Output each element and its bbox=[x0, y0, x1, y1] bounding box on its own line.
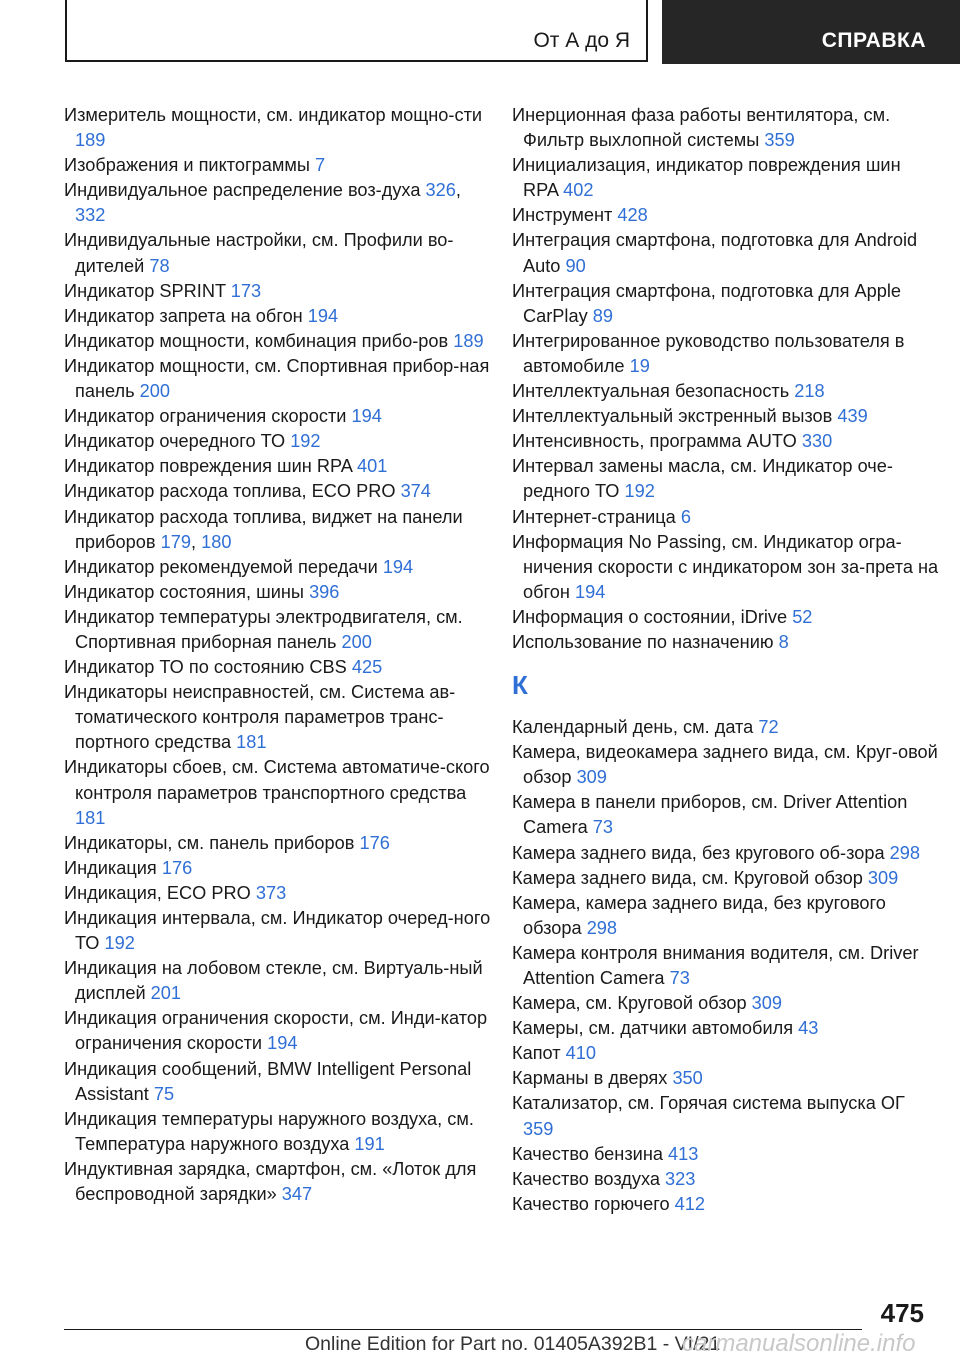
index-entry-text: Индикатор запрета на обгон bbox=[64, 305, 303, 326]
index-entry bbox=[512, 740, 940, 790]
index-entry bbox=[64, 881, 492, 906]
page-reference-link[interactable]: 43 bbox=[798, 1018, 819, 1039]
index-entry-text: Индикация bbox=[64, 857, 157, 878]
index-entry-text: Изображения и пиктограммы bbox=[64, 155, 310, 176]
index-entry bbox=[512, 991, 940, 1016]
page-reference-link[interactable]: 189 bbox=[75, 130, 106, 151]
index-entry-text: Индивидуальные настройки, см. Профили во-дителей bbox=[64, 230, 454, 276]
index-entry bbox=[64, 680, 492, 755]
index-entry bbox=[512, 228, 940, 278]
edition-text: Online Edition for Part no. 01405A392B1 - VI/21 bbox=[305, 1333, 721, 1355]
index-entry-text: Качество бензина bbox=[512, 1143, 663, 1164]
tab-reference[interactable] bbox=[662, 0, 960, 64]
page-reference-link[interactable]: 52 bbox=[792, 606, 813, 627]
page-reference-link[interactable]: 176 bbox=[359, 832, 390, 853]
index-entry bbox=[64, 153, 492, 178]
page-reference-link[interactable]: 410 bbox=[565, 1043, 597, 1064]
index-entry bbox=[64, 906, 492, 956]
index-entry-text: Камера, камера заднего вида, без кругового обзора bbox=[512, 892, 886, 938]
index-entry-text: Камера, см. Круговой обзор bbox=[512, 993, 747, 1014]
index-entry-text: Индикатор рекомендуемой передачи bbox=[64, 556, 378, 577]
page-reference-link[interactable]: 347 bbox=[281, 1184, 313, 1205]
index-entry-text: Капот bbox=[512, 1043, 561, 1064]
index-entry-text: Интегрированное руководство пользователя в автомобиле bbox=[512, 330, 905, 376]
watermark: carmanualsonline.info bbox=[682, 1330, 916, 1357]
index-entry-text: Индикация, ECO PRO bbox=[64, 882, 251, 903]
page-reference-link[interactable]: 192 bbox=[104, 933, 135, 954]
index-entry bbox=[512, 1167, 940, 1192]
index-entry-text: Инерционная фаза работы вентилятора, см. Фильтр выхлопной системы bbox=[512, 105, 891, 151]
index-entry bbox=[64, 279, 492, 304]
index-entry-text: Интернет-страница bbox=[512, 506, 676, 527]
page-reference-link[interactable]: 78 bbox=[149, 255, 170, 276]
index-entry bbox=[64, 103, 492, 153]
tab-a-to-z-label: От А до Я bbox=[533, 29, 630, 52]
index-entry-text: Качество горючего bbox=[512, 1193, 670, 1214]
index-entry bbox=[512, 505, 940, 530]
page-reference-link[interactable]: 180 bbox=[201, 531, 232, 552]
index-entry-text: Камера контроля внимания водителя, см. Driver Attention Camera bbox=[512, 942, 919, 988]
tab-reference-label: СПРАВКА bbox=[821, 29, 926, 52]
page-reference-link[interactable]: 194 bbox=[382, 556, 414, 577]
index-entry bbox=[64, 429, 492, 454]
index-entry-text: Карманы в дверях bbox=[512, 1068, 668, 1089]
index-entry bbox=[64, 479, 492, 504]
index-entry-text: Интеллектуальная безопасность bbox=[512, 381, 790, 402]
index-entry bbox=[512, 1192, 940, 1217]
index-entry bbox=[64, 655, 492, 680]
index-column-right bbox=[512, 103, 940, 1217]
index-entry-text: Индикатор очередного ТО bbox=[64, 431, 286, 452]
index-entry bbox=[64, 228, 492, 278]
page-reference-link[interactable]: 330 bbox=[801, 431, 833, 452]
index-entry-text: Интервал замены масла, см. Индикатор оче-редного ТО bbox=[512, 456, 893, 502]
section-letter: К bbox=[512, 670, 528, 701]
index-entry bbox=[64, 1006, 492, 1056]
page-reference-link[interactable]: 309 bbox=[867, 867, 899, 888]
index-entry bbox=[512, 429, 940, 454]
index-entry-text: Индикатор ТО по состоянию CBS bbox=[64, 657, 347, 678]
index-entry-text: Индикатор расхода топлива, ECO PRO bbox=[64, 481, 396, 502]
page-reference-link[interactable]: 332 bbox=[75, 205, 106, 226]
page-reference-link[interactable]: 350 bbox=[672, 1068, 703, 1089]
index-entry-text: Индикаторы неисправностей, см. Система ав-томатического контроля параметров транс-портного средства bbox=[64, 682, 456, 753]
index-entry: Индивидуальное распределение воз-духа 326, 332 bbox=[64, 180, 461, 226]
index-entry-text: Индикация ограничения скорости, см. Инди-катор ограничения скорости bbox=[64, 1008, 488, 1054]
index-entry bbox=[64, 580, 492, 605]
page-reference-link[interactable]: 6 bbox=[680, 506, 691, 527]
page-reference-link[interactable]: 192 bbox=[290, 431, 321, 452]
index-entry bbox=[64, 329, 492, 354]
index-entry-text: Индикатор ограничения скорости bbox=[64, 406, 347, 427]
index-entry-text: Индикация сообщений, BMW Intelligent Personal Assistant bbox=[64, 1058, 472, 1104]
page-reference-link[interactable]: 309 bbox=[751, 993, 783, 1014]
index-entry-text: Камеры, см. датчики автомобиля bbox=[512, 1018, 794, 1039]
page-reference-link[interactable]: 191 bbox=[354, 1133, 385, 1154]
index-entry bbox=[512, 790, 940, 840]
index-entry-text: Интеграция смартфона, подготовка для Android Auto bbox=[512, 230, 918, 276]
page-reference-link[interactable]: 218 bbox=[794, 381, 825, 402]
index-entry bbox=[512, 454, 940, 504]
index-entry-text: Индикаторы, см. панель приборов bbox=[64, 832, 355, 853]
page-reference-link[interactable]: 200 bbox=[139, 381, 171, 402]
index-entry-text: Информация о состоянии, iDrive bbox=[512, 606, 788, 627]
index-entry-text: Индикация на лобовом стекле, см. Виртуаль-ный дисплей bbox=[64, 958, 483, 1004]
index-entry bbox=[512, 866, 940, 891]
index-entry bbox=[512, 841, 940, 866]
index-entry bbox=[512, 1142, 940, 1167]
page-reference-link[interactable]: 194 bbox=[307, 305, 339, 326]
page-reference-link[interactable]: 298 bbox=[889, 842, 920, 863]
index-entry-text: Использование по назначению bbox=[512, 631, 774, 652]
page-reference-link[interactable]: 439 bbox=[837, 406, 868, 427]
index-entry bbox=[64, 304, 492, 329]
index-entry bbox=[512, 891, 940, 941]
index-entry-text: Интеллектуальный экстренный вызов bbox=[512, 406, 833, 427]
index-entry bbox=[512, 103, 940, 153]
page-reference-link[interactable]: 7 bbox=[314, 155, 326, 176]
page-reference-link[interactable]: 412 bbox=[674, 1193, 706, 1214]
index-entry-text: Катализатор, см. Горячая система выпуска ОГ bbox=[512, 1093, 905, 1114]
index-entry bbox=[64, 404, 492, 429]
index-entry bbox=[512, 530, 940, 605]
page-reference-link[interactable]: 428 bbox=[617, 205, 648, 226]
page-reference-link[interactable]: 309 bbox=[576, 767, 607, 788]
index-entry-text: Интеграция смартфона, подготовка для Apple CarPlay bbox=[512, 280, 901, 326]
index-entry bbox=[64, 354, 492, 404]
page-reference-link[interactable]: 298 bbox=[586, 917, 618, 938]
page-reference-link[interactable]: 8 bbox=[778, 631, 789, 652]
page-reference-link[interactable]: 90 bbox=[565, 255, 586, 276]
header-tabs bbox=[65, 0, 960, 64]
page-reference-link[interactable]: 181 bbox=[236, 732, 267, 753]
index-entry-text: Индикатор SPRINT bbox=[64, 280, 226, 301]
page-reference-link[interactable]: 359 bbox=[523, 1118, 554, 1139]
page-reference-link[interactable]: 326 bbox=[425, 180, 456, 201]
index-entry-text: Индикатор температуры электродвигателя, см. Спортивная приборная панель bbox=[64, 606, 463, 652]
page-reference-link[interactable]: 201 bbox=[150, 983, 182, 1004]
page-reference-link[interactable]: 192 bbox=[624, 481, 655, 502]
index-entry bbox=[64, 555, 492, 580]
index-entry bbox=[512, 404, 940, 429]
index-entry-text: Интенсивность, программа AUTO bbox=[512, 431, 797, 452]
page-reference-link[interactable]: 373 bbox=[255, 882, 287, 903]
index-entry-text: Информация No Passing, см. Индикатор огра-ничения скорости с индикатором зон за-прета на обгон bbox=[512, 531, 939, 602]
index-entry-text: Индикатор мощности, см. Спортивная прибор-ная панель bbox=[64, 355, 490, 402]
tab-a-to-z[interactable] bbox=[65, 0, 648, 62]
index-entry-text: Качество воздуха bbox=[512, 1168, 660, 1189]
index-entry bbox=[512, 153, 940, 203]
index-column-left bbox=[64, 103, 492, 1207]
index-entry: Индикатор расхода топлива, виджет на панели приборов 179, 180 bbox=[64, 506, 463, 552]
page-reference-link[interactable]: 401 bbox=[356, 456, 388, 477]
page-reference-link[interactable]: 425 bbox=[351, 657, 383, 678]
page-reference-link[interactable]: 72 bbox=[758, 717, 779, 738]
index-entry-text: Индикатор состояния, шины bbox=[64, 581, 304, 602]
index-entry bbox=[512, 1066, 940, 1091]
index-entry bbox=[64, 605, 492, 655]
page-reference-link[interactable]: 173 bbox=[230, 280, 262, 301]
index-entry-text: Камера, видеокамера заднего вида, см. Круг-овой обзор bbox=[512, 742, 938, 788]
index-entry bbox=[512, 203, 940, 228]
index-entry bbox=[512, 630, 940, 655]
index-entry-text: Индикация температуры наружного воздуха, см. Температура наружного воздуха bbox=[64, 1108, 474, 1154]
page-reference-link[interactable]: 194 bbox=[267, 1033, 298, 1054]
page-reference-link[interactable]: 179 bbox=[160, 531, 191, 552]
index-entry-text: Календарный день, см. дата bbox=[512, 717, 754, 738]
page-reference-link[interactable]: 200 bbox=[341, 631, 372, 652]
index-entry-text: Камера заднего вида, см. Круговой обзор bbox=[512, 867, 863, 888]
index-entry-text: Индуктивная зарядка, смартфон, см. «Лоток для беспроводной зарядки» bbox=[64, 1158, 477, 1205]
index-entry bbox=[512, 941, 940, 991]
index-entry-text: Индикация интервала, см. Индикатор очеред-ного ТО bbox=[64, 908, 491, 954]
index-entry bbox=[512, 379, 940, 404]
page-reference-link[interactable]: 194 bbox=[351, 406, 382, 427]
index-entry-text: Индикатор расхода топлива, виджет на панели приборов bbox=[64, 506, 463, 552]
index-entry bbox=[64, 856, 492, 881]
page-reference-link[interactable]: 176 bbox=[161, 857, 193, 878]
page-reference-link[interactable]: 396 bbox=[309, 581, 340, 602]
index-entry-text: Инициализация, индикатор повреждения шин RPA bbox=[512, 155, 901, 201]
index-entry bbox=[64, 454, 492, 479]
page-reference-link[interactable]: 89 bbox=[592, 305, 613, 326]
index-entry-text: Инструмент bbox=[512, 205, 613, 226]
index-entry bbox=[512, 605, 940, 630]
index-entry bbox=[64, 755, 492, 830]
page-reference-link[interactable]: 189 bbox=[453, 330, 484, 351]
page-reference-link[interactable]: 19 bbox=[629, 355, 650, 376]
index-entry bbox=[512, 1016, 940, 1041]
page-reference-link[interactable]: 323 bbox=[665, 1168, 696, 1189]
index-entry-text: Индикаторы сбоев, см. Система автоматиче-ского контроля параметров транспортного средства bbox=[64, 757, 490, 803]
index-entry bbox=[512, 1091, 940, 1141]
index-entry bbox=[64, 1157, 492, 1207]
page-reference-link[interactable]: 413 bbox=[668, 1143, 699, 1164]
page-number: 475 bbox=[880, 1298, 924, 1328]
index-entry-text: Камера заднего вида, без кругового об-зора bbox=[512, 842, 885, 863]
index-entry-text: Индивидуальное распределение воз-духа bbox=[64, 180, 421, 201]
page-reference-link[interactable]: 194 bbox=[575, 581, 606, 602]
page-reference-link[interactable]: 402 bbox=[563, 180, 594, 201]
page-reference-link[interactable]: 75 bbox=[153, 1083, 175, 1104]
index-entry-text: Индикатор повреждения шин RPA bbox=[64, 456, 352, 477]
index-entry bbox=[64, 956, 492, 1006]
page-reference-link[interactable]: 73 bbox=[592, 817, 613, 838]
index-entry-text: Индикатор мощности, комбинация прибо-ров bbox=[64, 330, 449, 351]
page-reference-link[interactable]: 359 bbox=[764, 130, 795, 151]
index-entry-text: Измеритель мощности, см. индикатор мощно-сти bbox=[64, 105, 483, 125]
page-reference-link[interactable]: 374 bbox=[400, 481, 431, 502]
index-entry bbox=[512, 279, 940, 329]
page-reference-link[interactable]: 73 bbox=[669, 968, 690, 988]
page-reference-link[interactable]: 181 bbox=[75, 807, 106, 828]
index-entry bbox=[512, 1041, 940, 1066]
index-entry-text: Камера в панели приборов, см. Driver Attention Camera bbox=[512, 792, 908, 838]
index-entry bbox=[512, 715, 940, 740]
index-entry bbox=[64, 831, 492, 856]
index-entry bbox=[64, 1057, 492, 1107]
index-entry bbox=[64, 1107, 492, 1157]
index-entry bbox=[512, 329, 940, 379]
